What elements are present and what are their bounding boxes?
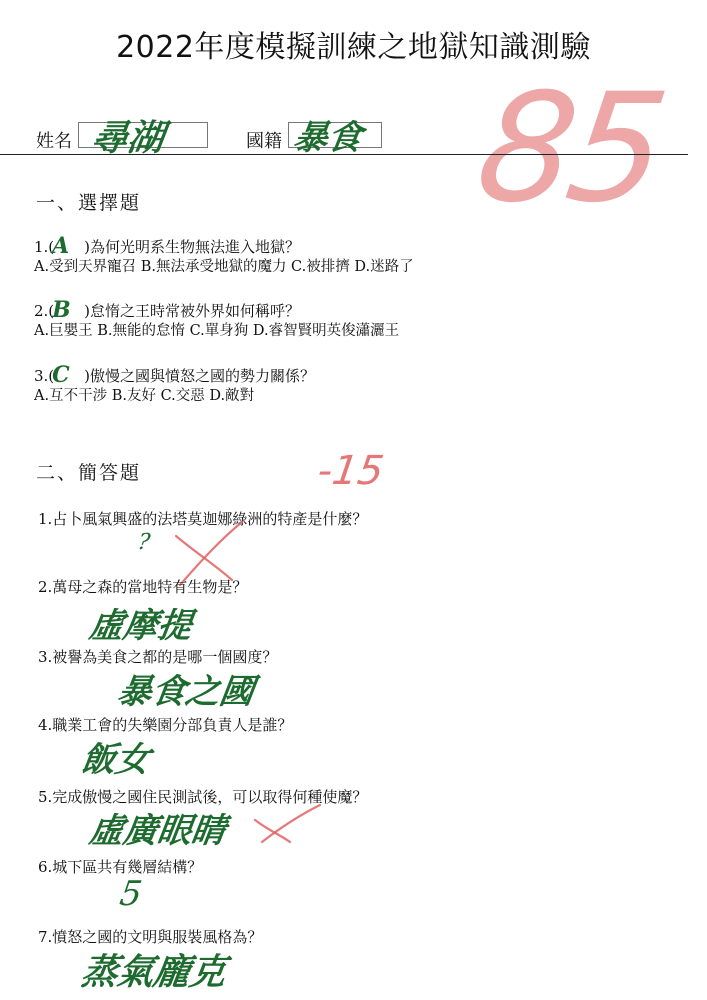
mc-options-2: A.巨嬰王 B.無能的怠惰 C.單身狗 D.睿智賢明英俊瀟灑王 — [34, 323, 400, 339]
section-short-answer-heading: 二、簡答題 — [36, 462, 142, 484]
sa-question-2: 2.萬母之森的當地特有生物是？ — [38, 578, 248, 596]
nation-label: 國籍 — [246, 131, 282, 152]
sa-question-1: 1.占卜風氣興盛的法塔莫迦娜綠洲的特產是什麼？ — [38, 510, 368, 528]
name-label: 姓名 — [36, 131, 72, 152]
sa-question-7: 7.憤怒之國的文明與服裝風格為？ — [38, 928, 263, 946]
mc-question-text: )怠惰之王時常被外界如何稱呼？ — [84, 302, 301, 320]
mc-answer-handwriting: A — [52, 233, 70, 259]
sa-answer-6: 5 — [117, 874, 145, 914]
sa-answer-4: 飯女 — [78, 740, 153, 780]
mc-question-text: )傲慢之國與憤怒之國的勢力關係？ — [84, 367, 316, 385]
mc-answer-handwriting: C — [52, 362, 70, 388]
mc-prefix: 3.( — [34, 367, 55, 385]
sa-question-6: 6.城下區共有幾層結構？ — [38, 858, 203, 876]
mc-prefix: 1.( — [34, 238, 55, 256]
sa-answer-1: ? — [136, 530, 152, 555]
mc-options-3: A.互不干涉 B.友好 C.交惡 D.敵對 — [34, 388, 255, 404]
sa-answer-5: 虛廣眼睛 — [86, 811, 229, 851]
mc-question-text: )為何光明系生物無法進入地獄？ — [84, 238, 301, 256]
sa-answer-7: 蒸氣龐克 — [78, 951, 229, 993]
score-mark: 85 — [467, 62, 672, 236]
mc-prefix: 2.( — [34, 302, 55, 320]
sa-question-5: 5.完成傲慢之國住民測試後，可以取得何種使魔？ — [38, 788, 368, 806]
sa-answer-2: 虛摩提 — [86, 606, 195, 646]
sa-question-3: 3.被譽為美食之都的是哪一個國度？ — [38, 648, 278, 666]
mc-options-1: A.受到天界寵召 B.無法承受地獄的魔力 C.被排擠 D.迷路了 — [34, 259, 414, 275]
sa-question-4: 4.職業工會的失樂園分部負責人是誰？ — [38, 716, 293, 734]
exam-title: 2022年度模擬訓練之地獄知識測驗 — [116, 30, 591, 65]
deduction-mark: -15 — [314, 448, 387, 494]
nation-handwriting: 暴食 — [290, 118, 365, 158]
section-multiple-choice-heading: 一、選擇題 — [36, 192, 142, 214]
name-handwriting: 尋湖 — [88, 117, 167, 159]
mc-answer-handwriting: B — [52, 297, 71, 323]
sa-answer-3: 暴食之國 — [114, 672, 257, 712]
